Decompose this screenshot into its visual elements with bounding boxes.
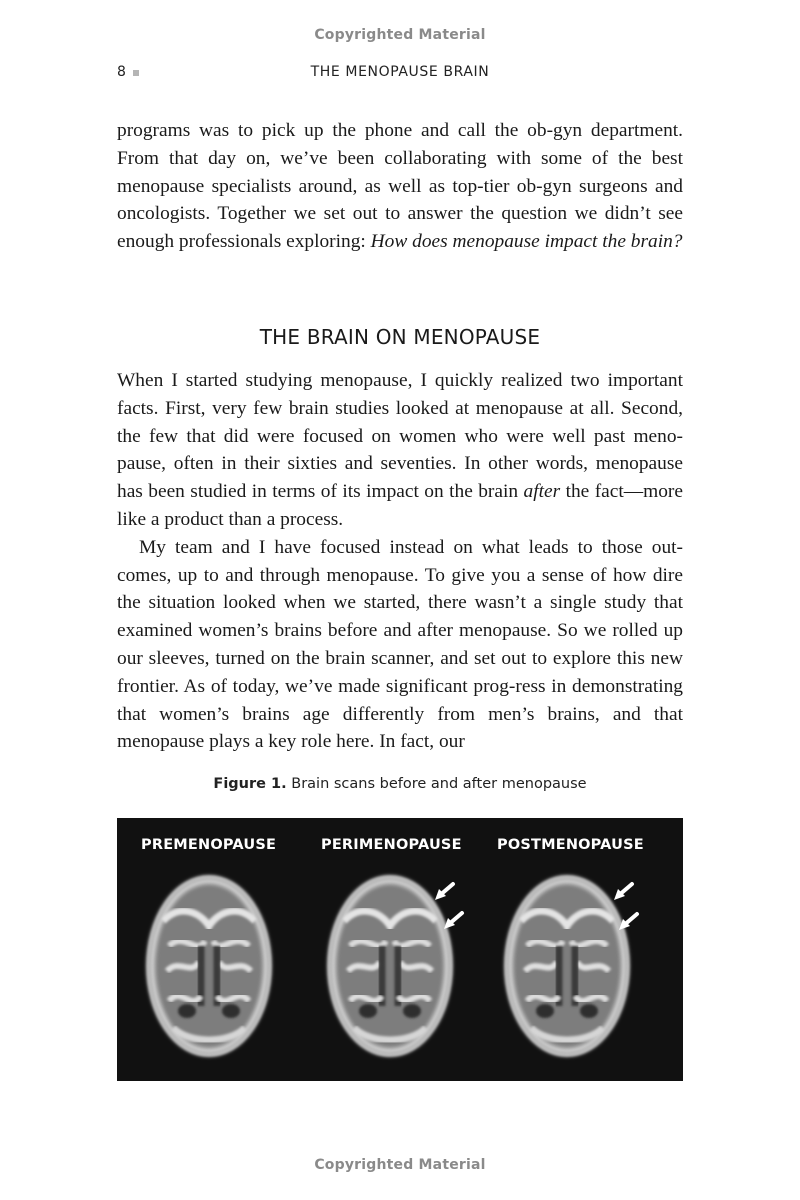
section-paragraph-2: My team and I have focused instead on what leads to those out-comes, up to and through menopause. To give you a sense of how dire the situation looked when we started, there wasn’t a single study that examined women’s brains before and after menopause. So we rolled up our sleeves, turned on the brain scanner, and set out to explore this new frontier. As of today, we’ve made significant prog-ress in demonstrating that women’s brains age differently from men’s brains, and that menopause plays a key role here. In fact, our: [117, 536, 683, 753]
figure-caption: [117, 776, 683, 792]
paragraph-1-italic: after: [523, 481, 561, 503]
copyright-notice-bottom: Copyrighted Material: [314, 1157, 486, 1173]
arrow-icon: [444, 913, 462, 929]
book-title: THE MENOPAUSE BRAIN: [310, 64, 490, 80]
arrow-icon: [435, 884, 453, 900]
page-number: 8: [117, 64, 126, 80]
brain-scan-figure: [117, 818, 683, 1081]
running-head: [117, 64, 683, 84]
section-body: [117, 367, 683, 756]
panel-label-perimenopause: PERIMENOPAUSE: [321, 837, 462, 853]
brain-scans-svg: [117, 818, 683, 1081]
figure-caption-label: Figure 1.: [213, 776, 287, 792]
panel-label-premenopause: PREMENOPAUSE: [141, 837, 277, 853]
arrow-icon: [614, 884, 632, 900]
copyright-notice-top: Copyrighted Material: [314, 27, 486, 43]
paragraph-1-text-end: the fact—more like a product than a process.: [117, 481, 683, 530]
paragraph-1-text: When I started studying menopause, I quickly realized two important facts. First, very few brain studies looked at menopause at all. Second, the few that did were focused on women who were well past meno-pause, often in their sixties and seventies. In other words, menopause has been studied in terms of its impact on the brain: [117, 370, 683, 503]
intro-text: programs was to pick up the phone and call the ob-gyn department. From that day on, we’ve been collaborating with some of the best menopause specialists around, as well as top-tier ob-gyn surgeons and oncologists. Together we set out to answer the question we didn’t see enough professionals exploring:: [117, 120, 683, 253]
brain-scan-premenopause: [147, 876, 271, 1056]
intro-paragraph: [117, 117, 683, 256]
section-paragraph-1: [117, 367, 683, 534]
brain-scan-perimenopause: [328, 876, 452, 1056]
intro-question: How does menopause impact the brain?: [370, 231, 683, 253]
brain-scan-postmenopause: [505, 876, 629, 1056]
panel-label-postmenopause: POSTMENOPAUSE: [497, 837, 644, 853]
section-heading: THE BRAIN ON MENOPAUSE: [259, 325, 541, 349]
figure-caption-text: Brain scans before and after menopause: [291, 776, 587, 792]
